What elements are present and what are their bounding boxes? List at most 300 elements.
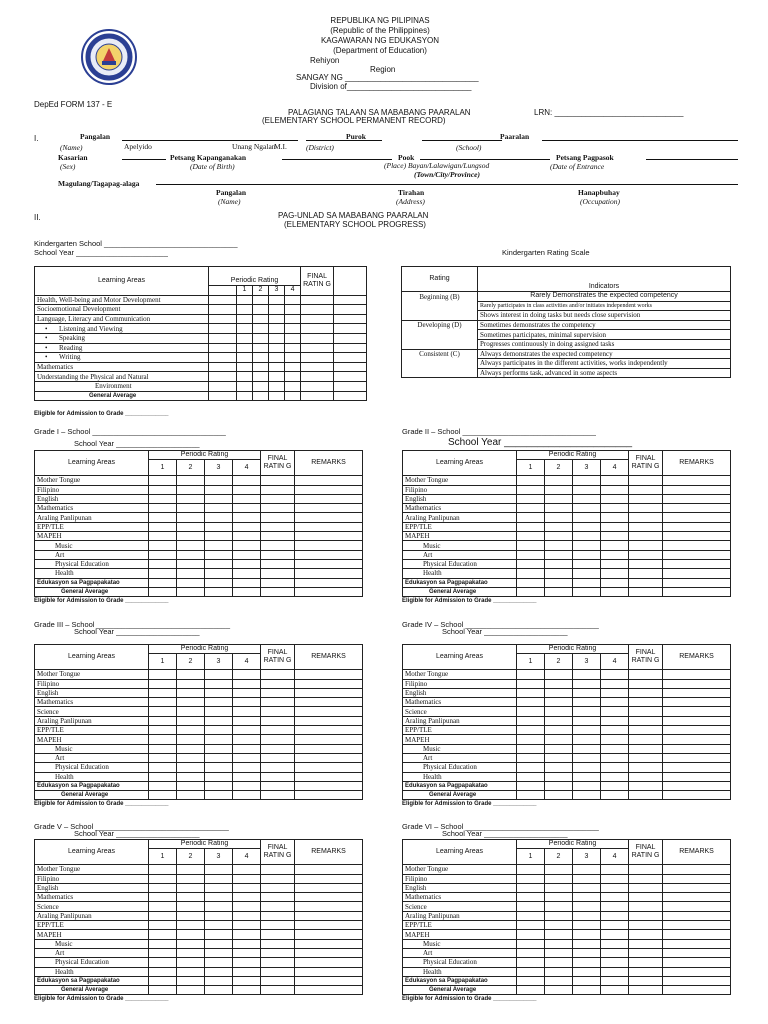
grade-rating-cell[interactable] <box>601 967 629 976</box>
grade-rating-cell[interactable] <box>295 522 363 531</box>
grade-rating-cell[interactable] <box>663 550 731 559</box>
grade-rating-cell[interactable] <box>663 967 731 976</box>
grade-rating-cell[interactable] <box>573 476 601 485</box>
grade-rating-cell[interactable] <box>295 559 363 568</box>
grade-rating-cell[interactable] <box>233 874 261 883</box>
grade-rating-cell[interactable] <box>295 541 363 550</box>
grade-rating-cell[interactable] <box>545 781 573 790</box>
grade-rating-cell[interactable] <box>663 688 731 697</box>
grade-rating-cell[interactable] <box>205 485 233 494</box>
grade-rating-cell[interactable] <box>149 559 177 568</box>
grade-rating-cell[interactable] <box>205 939 233 948</box>
grade-rating-cell[interactable] <box>545 744 573 753</box>
grade-rating-cell[interactable] <box>177 921 205 930</box>
grade-rating-cell[interactable] <box>545 930 573 939</box>
grade-rating-cell[interactable] <box>177 948 205 957</box>
grade-rating-cell[interactable] <box>601 911 629 920</box>
grade-rating-cell[interactable] <box>261 874 295 883</box>
grade-rating-cell[interactable] <box>233 735 261 744</box>
grade-rating-cell[interactable] <box>233 948 261 957</box>
grade-rating-cell[interactable] <box>177 670 205 679</box>
grade-rating-cell[interactable] <box>629 753 663 762</box>
grade-rating-cell[interactable] <box>295 948 363 957</box>
grade-rating-cell[interactable] <box>205 578 233 587</box>
grade-rating-cell[interactable] <box>233 698 261 707</box>
kinder-rating-cell[interactable] <box>209 343 237 353</box>
grade-rating-cell[interactable] <box>517 976 545 985</box>
grade-rating-cell[interactable] <box>601 494 629 503</box>
grade-eligible-line[interactable]: Eligible for Admission to Grade _____________ <box>34 598 169 604</box>
grade-rating-cell[interactable] <box>629 902 663 911</box>
grade-rating-cell[interactable] <box>295 670 363 679</box>
grade-school-year-line[interactable]: School Year ____________________ <box>442 829 568 838</box>
grade-average-cell[interactable] <box>601 791 629 800</box>
grade-rating-cell[interactable] <box>295 930 363 939</box>
kinder-school-year-line[interactable]: School Year ______________________ <box>34 248 168 257</box>
grade-rating-cell[interactable] <box>573 698 601 707</box>
grade-rating-cell[interactable] <box>601 735 629 744</box>
grade-rating-cell[interactable] <box>573 532 601 541</box>
grade-rating-cell[interactable] <box>545 921 573 930</box>
grade-rating-cell[interactable] <box>629 865 663 874</box>
kinder-rating-cell[interactable] <box>269 333 285 343</box>
grade-rating-cell[interactable] <box>177 958 205 967</box>
grade-rating-cell[interactable] <box>545 513 573 522</box>
grade-average-cell[interactable] <box>295 791 363 800</box>
kinder-rating-cell[interactable] <box>301 343 334 353</box>
grade-rating-cell[interactable] <box>177 688 205 697</box>
grade-rating-cell[interactable] <box>149 902 177 911</box>
grade-rating-cell[interactable] <box>149 716 177 725</box>
grade-rating-cell[interactable] <box>663 921 731 930</box>
grade-rating-cell[interactable] <box>601 874 629 883</box>
grade-rating-cell[interactable] <box>177 976 205 985</box>
grade-rating-cell[interactable] <box>177 716 205 725</box>
grade-rating-cell[interactable] <box>663 698 731 707</box>
grade-rating-cell[interactable] <box>261 781 295 790</box>
grade-rating-cell[interactable] <box>177 485 205 494</box>
grade-rating-cell[interactable] <box>629 494 663 503</box>
grade-rating-cell[interactable] <box>601 930 629 939</box>
grade-rating-cell[interactable] <box>601 753 629 762</box>
grade-rating-cell[interactable] <box>601 522 629 531</box>
grade-rating-cell[interactable] <box>261 559 295 568</box>
grade-average-cell[interactable] <box>601 587 629 596</box>
grade-rating-cell[interactable] <box>261 883 295 892</box>
kinder-rating-cell[interactable] <box>237 372 253 382</box>
grade-rating-cell[interactable] <box>177 513 205 522</box>
grade-rating-cell[interactable] <box>573 735 601 744</box>
grade-rating-cell[interactable] <box>295 911 363 920</box>
grade-rating-cell[interactable] <box>261 948 295 957</box>
grade-rating-cell[interactable] <box>517 865 545 874</box>
grade-rating-cell[interactable] <box>601 550 629 559</box>
grade-rating-cell[interactable] <box>629 781 663 790</box>
grade-rating-cell[interactable] <box>177 753 205 762</box>
kinder-average-cell[interactable] <box>301 391 334 401</box>
grade-rating-cell[interactable] <box>517 688 545 697</box>
grade-rating-cell[interactable] <box>545 763 573 772</box>
grade-rating-cell[interactable] <box>517 569 545 578</box>
grade-rating-cell[interactable] <box>205 494 233 503</box>
grade-rating-cell[interactable] <box>295 967 363 976</box>
grade-average-cell[interactable] <box>545 791 573 800</box>
grade-rating-cell[interactable] <box>601 948 629 957</box>
kinder-rating-cell[interactable] <box>253 295 269 305</box>
grade-rating-cell[interactable] <box>629 726 663 735</box>
grade-rating-cell[interactable] <box>295 735 363 744</box>
kinder-rating-cell[interactable] <box>334 372 367 382</box>
grade-rating-cell[interactable] <box>295 513 363 522</box>
grade-rating-cell[interactable] <box>261 532 295 541</box>
grade-rating-cell[interactable] <box>545 911 573 920</box>
entrance-input-line[interactable] <box>646 159 738 160</box>
grade-rating-cell[interactable] <box>573 578 601 587</box>
grade-rating-cell[interactable] <box>601 772 629 781</box>
grade-rating-cell[interactable] <box>233 707 261 716</box>
grade-rating-cell[interactable] <box>295 744 363 753</box>
grade-rating-cell[interactable] <box>663 513 731 522</box>
grade-rating-cell[interactable] <box>233 763 261 772</box>
grade-average-cell[interactable] <box>573 587 601 596</box>
kinder-rating-cell[interactable] <box>285 353 301 363</box>
grade-rating-cell[interactable] <box>663 976 731 985</box>
grade-rating-cell[interactable] <box>573 958 601 967</box>
grade-rating-cell[interactable] <box>517 670 545 679</box>
kinder-rating-cell[interactable] <box>253 353 269 363</box>
grade-rating-cell[interactable] <box>517 513 545 522</box>
grade-rating-cell[interactable] <box>205 967 233 976</box>
grade-rating-cell[interactable] <box>149 541 177 550</box>
grade-rating-cell[interactable] <box>261 550 295 559</box>
grade-rating-cell[interactable] <box>545 967 573 976</box>
grade-rating-cell[interactable] <box>295 865 363 874</box>
grade-rating-cell[interactable] <box>205 504 233 513</box>
grade-rating-cell[interactable] <box>261 911 295 920</box>
grade-rating-cell[interactable] <box>261 476 295 485</box>
grade-rating-cell[interactable] <box>205 707 233 716</box>
grade-eligible-line[interactable]: Eligible for Admission to Grade _____________ <box>402 801 537 807</box>
grade-average-cell[interactable] <box>149 791 177 800</box>
kinder-average-cell[interactable] <box>285 391 301 401</box>
grade-rating-cell[interactable] <box>233 559 261 568</box>
kinder-rating-cell[interactable] <box>301 314 334 324</box>
grade-rating-cell[interactable] <box>261 976 295 985</box>
grade-rating-cell[interactable] <box>629 893 663 902</box>
grade-rating-cell[interactable] <box>177 735 205 744</box>
grade-rating-cell[interactable] <box>545 494 573 503</box>
grade-rating-cell[interactable] <box>205 744 233 753</box>
grade-rating-cell[interactable] <box>517 874 545 883</box>
grade-school-line[interactable]: Grade I – School ________________________________ <box>34 427 226 436</box>
grade-rating-cell[interactable] <box>629 874 663 883</box>
kinder-rating-cell[interactable] <box>237 353 253 363</box>
grade-rating-cell[interactable] <box>205 698 233 707</box>
grade-rating-cell[interactable] <box>261 865 295 874</box>
grade-average-cell[interactable] <box>177 986 205 995</box>
grade-rating-cell[interactable] <box>517 753 545 762</box>
grade-rating-cell[interactable] <box>233 476 261 485</box>
grade-rating-cell[interactable] <box>149 967 177 976</box>
grade-rating-cell[interactable] <box>149 698 177 707</box>
grade-rating-cell[interactable] <box>233 494 261 503</box>
kinder-rating-cell[interactable] <box>301 333 334 343</box>
grade-average-cell[interactable] <box>205 587 233 596</box>
grade-rating-cell[interactable] <box>601 763 629 772</box>
grade-rating-cell[interactable] <box>261 578 295 587</box>
grade-rating-cell[interactable] <box>177 930 205 939</box>
grade-rating-cell[interactable] <box>233 781 261 790</box>
grade-rating-cell[interactable] <box>629 559 663 568</box>
grade-rating-cell[interactable] <box>177 476 205 485</box>
grade-rating-cell[interactable] <box>629 513 663 522</box>
grade-average-cell[interactable] <box>517 986 545 995</box>
grade-rating-cell[interactable] <box>149 744 177 753</box>
grade-rating-cell[interactable] <box>261 494 295 503</box>
grade-rating-cell[interactable] <box>205 726 233 735</box>
grade-rating-cell[interactable] <box>517 541 545 550</box>
kinder-rating-cell[interactable] <box>285 381 301 391</box>
grade-average-cell[interactable] <box>295 986 363 995</box>
grade-rating-cell[interactable] <box>261 772 295 781</box>
grade-rating-cell[interactable] <box>177 967 205 976</box>
grade-rating-cell[interactable] <box>295 569 363 578</box>
grade-rating-cell[interactable] <box>261 958 295 967</box>
grade-rating-cell[interactable] <box>601 670 629 679</box>
grade-rating-cell[interactable] <box>629 883 663 892</box>
grade-rating-cell[interactable] <box>517 883 545 892</box>
grade-rating-cell[interactable] <box>573 865 601 874</box>
grade-rating-cell[interactable] <box>517 911 545 920</box>
kinder-average-cell[interactable] <box>334 391 367 401</box>
grade-rating-cell[interactable] <box>149 504 177 513</box>
grade-rating-cell[interactable] <box>261 688 295 697</box>
grade-rating-cell[interactable] <box>601 744 629 753</box>
grade-rating-cell[interactable] <box>177 744 205 753</box>
grade-rating-cell[interactable] <box>573 753 601 762</box>
grade-rating-cell[interactable] <box>205 559 233 568</box>
grade-school-line[interactable]: Grade II – School ________________________________ <box>402 427 596 436</box>
grade-rating-cell[interactable] <box>149 679 177 688</box>
grade-rating-cell[interactable] <box>205 911 233 920</box>
grade-rating-cell[interactable] <box>663 893 731 902</box>
grade-rating-cell[interactable] <box>149 893 177 902</box>
kinder-rating-cell[interactable] <box>209 324 237 334</box>
grade-rating-cell[interactable] <box>573 550 601 559</box>
grade-rating-cell[interactable] <box>601 559 629 568</box>
kinder-rating-cell[interactable] <box>209 353 237 363</box>
grade-average-cell[interactable] <box>261 986 295 995</box>
kinder-average-cell[interactable] <box>209 391 237 401</box>
grade-rating-cell[interactable] <box>149 865 177 874</box>
kinder-rating-cell[interactable] <box>253 333 269 343</box>
grade-rating-cell[interactable] <box>629 679 663 688</box>
grade-rating-cell[interactable] <box>149 726 177 735</box>
grade-rating-cell[interactable] <box>517 522 545 531</box>
kinder-rating-cell[interactable] <box>301 381 334 391</box>
grade-rating-cell[interactable] <box>205 716 233 725</box>
kinder-rating-cell[interactable] <box>301 372 334 382</box>
grade-rating-cell[interactable] <box>629 698 663 707</box>
kinder-rating-cell[interactable] <box>237 381 253 391</box>
grade-rating-cell[interactable] <box>149 948 177 957</box>
grade-rating-cell[interactable] <box>205 532 233 541</box>
kinder-rating-cell[interactable] <box>209 305 237 315</box>
grade-rating-cell[interactable] <box>205 865 233 874</box>
grade-rating-cell[interactable] <box>177 679 205 688</box>
grade-rating-cell[interactable] <box>601 688 629 697</box>
grade-rating-cell[interactable] <box>663 735 731 744</box>
grade-rating-cell[interactable] <box>177 726 205 735</box>
grade-rating-cell[interactable] <box>149 939 177 948</box>
grade-rating-cell[interactable] <box>517 550 545 559</box>
grade-rating-cell[interactable] <box>629 967 663 976</box>
grade-rating-cell[interactable] <box>573 569 601 578</box>
grade-rating-cell[interactable] <box>205 874 233 883</box>
kinder-rating-cell[interactable] <box>237 295 253 305</box>
grade-rating-cell[interactable] <box>545 958 573 967</box>
grade-rating-cell[interactable] <box>601 698 629 707</box>
kinder-rating-cell[interactable] <box>253 324 269 334</box>
grade-rating-cell[interactable] <box>517 716 545 725</box>
kinder-rating-cell[interactable] <box>301 324 334 334</box>
grade-rating-cell[interactable] <box>629 688 663 697</box>
grade-rating-cell[interactable] <box>573 541 601 550</box>
grade-rating-cell[interactable] <box>205 735 233 744</box>
grade-rating-cell[interactable] <box>233 578 261 587</box>
grade-rating-cell[interactable] <box>545 772 573 781</box>
grade-rating-cell[interactable] <box>663 744 731 753</box>
kinder-rating-cell[interactable] <box>334 381 367 391</box>
kinder-rating-cell[interactable] <box>301 305 334 315</box>
kinder-rating-cell[interactable] <box>269 343 285 353</box>
grade-rating-cell[interactable] <box>149 532 177 541</box>
grade-rating-cell[interactable] <box>261 753 295 762</box>
grade-rating-cell[interactable] <box>573 976 601 985</box>
grade-rating-cell[interactable] <box>295 707 363 716</box>
grade-rating-cell[interactable] <box>295 753 363 762</box>
grade-rating-cell[interactable] <box>233 911 261 920</box>
grade-rating-cell[interactable] <box>261 679 295 688</box>
grade-rating-cell[interactable] <box>663 772 731 781</box>
grade-rating-cell[interactable] <box>517 532 545 541</box>
kinder-rating-cell[interactable] <box>334 353 367 363</box>
grade-rating-cell[interactable] <box>233 902 261 911</box>
grade-school-line[interactable]: Grade III – School ________________________________ <box>34 620 231 629</box>
grade-rating-cell[interactable] <box>295 921 363 930</box>
grade-average-cell[interactable] <box>295 587 363 596</box>
grade-average-cell[interactable] <box>573 791 601 800</box>
grade-rating-cell[interactable] <box>663 883 731 892</box>
grade-rating-cell[interactable] <box>663 494 731 503</box>
grade-rating-cell[interactable] <box>573 874 601 883</box>
grade-school-year-line[interactable]: School Year ____________________ <box>74 439 200 448</box>
grade-rating-cell[interactable] <box>601 976 629 985</box>
grade-rating-cell[interactable] <box>205 763 233 772</box>
grade-rating-cell[interactable] <box>573 921 601 930</box>
grade-eligible-line[interactable]: Eligible for Admission to Grade _____________ <box>34 996 169 1002</box>
kinder-rating-cell[interactable] <box>237 362 253 372</box>
grade-rating-cell[interactable] <box>205 921 233 930</box>
grade-rating-cell[interactable] <box>261 930 295 939</box>
grade-rating-cell[interactable] <box>261 716 295 725</box>
kinder-average-cell[interactable] <box>237 391 253 401</box>
grade-rating-cell[interactable] <box>517 707 545 716</box>
grade-rating-cell[interactable] <box>149 921 177 930</box>
kinder-rating-cell[interactable] <box>285 324 301 334</box>
grade-rating-cell[interactable] <box>601 865 629 874</box>
grade-rating-cell[interactable] <box>629 716 663 725</box>
grade-rating-cell[interactable] <box>629 504 663 513</box>
grade-rating-cell[interactable] <box>233 569 261 578</box>
kinder-rating-cell[interactable] <box>237 343 253 353</box>
grade-average-cell[interactable] <box>601 986 629 995</box>
kinder-rating-cell[interactable] <box>285 343 301 353</box>
grade-rating-cell[interactable] <box>517 504 545 513</box>
grade-rating-cell[interactable] <box>261 726 295 735</box>
grade-rating-cell[interactable] <box>149 753 177 762</box>
grade-rating-cell[interactable] <box>545 939 573 948</box>
kinder-rating-cell[interactable] <box>301 295 334 305</box>
grade-rating-cell[interactable] <box>149 476 177 485</box>
grade-rating-cell[interactable] <box>295 550 363 559</box>
kinder-rating-cell[interactable] <box>237 305 253 315</box>
grade-rating-cell[interactable] <box>517 772 545 781</box>
grade-rating-cell[interactable] <box>545 865 573 874</box>
grade-rating-cell[interactable] <box>573 883 601 892</box>
grade-school-line[interactable]: Grade IV – School ________________________________ <box>402 620 599 629</box>
name-input-line[interactable] <box>122 140 298 141</box>
grade-rating-cell[interactable] <box>663 476 731 485</box>
grade-rating-cell[interactable] <box>295 939 363 948</box>
grade-rating-cell[interactable] <box>663 865 731 874</box>
grade-rating-cell[interactable] <box>663 726 731 735</box>
grade-rating-cell[interactable] <box>601 541 629 550</box>
grade-rating-cell[interactable] <box>517 763 545 772</box>
grade-average-cell[interactable] <box>517 791 545 800</box>
grade-rating-cell[interactable] <box>295 781 363 790</box>
grade-rating-cell[interactable] <box>629 939 663 948</box>
grade-rating-cell[interactable] <box>601 485 629 494</box>
grade-rating-cell[interactable] <box>233 670 261 679</box>
grade-rating-cell[interactable] <box>545 874 573 883</box>
grade-rating-cell[interactable] <box>629 485 663 494</box>
kinder-rating-cell[interactable] <box>285 295 301 305</box>
kinder-rating-cell[interactable] <box>269 314 285 324</box>
grade-rating-cell[interactable] <box>233 522 261 531</box>
grade-rating-cell[interactable] <box>601 569 629 578</box>
school-input-line-b[interactable] <box>542 140 738 141</box>
grade-rating-cell[interactable] <box>233 679 261 688</box>
grade-school-year-line[interactable]: School Year ____________________ <box>74 829 200 838</box>
grade-average-cell[interactable] <box>663 791 731 800</box>
grade-rating-cell[interactable] <box>573 494 601 503</box>
grade-rating-cell[interactable] <box>205 679 233 688</box>
grade-rating-cell[interactable] <box>517 958 545 967</box>
grade-rating-cell[interactable] <box>233 921 261 930</box>
grade-rating-cell[interactable] <box>233 865 261 874</box>
kinder-rating-cell[interactable] <box>334 295 367 305</box>
grade-rating-cell[interactable] <box>149 930 177 939</box>
grade-rating-cell[interactable] <box>205 569 233 578</box>
grade-rating-cell[interactable] <box>261 569 295 578</box>
grade-rating-cell[interactable] <box>601 921 629 930</box>
grade-average-cell[interactable] <box>573 986 601 995</box>
grade-school-year-line[interactable]: School Year ____________________ <box>74 627 200 636</box>
kinder-rating-cell[interactable] <box>269 305 285 315</box>
grade-rating-cell[interactable] <box>149 911 177 920</box>
grade-rating-cell[interactable] <box>573 781 601 790</box>
